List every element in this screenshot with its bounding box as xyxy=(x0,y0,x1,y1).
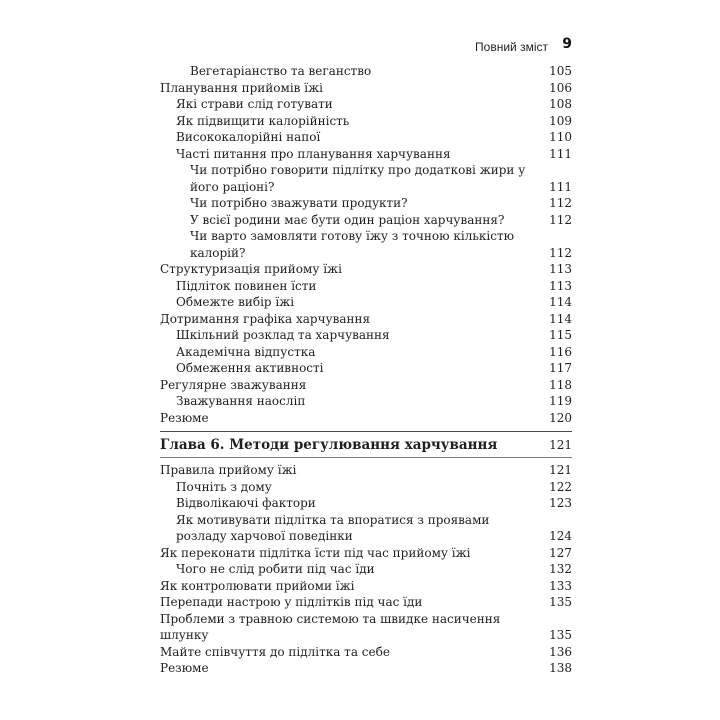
toc-entry[interactable] xyxy=(160,360,572,377)
toc-entry[interactable] xyxy=(160,410,572,427)
toc-entry-page: 136 xyxy=(549,644,572,659)
toc-entry-page: 114 xyxy=(549,295,572,309)
toc-entry-page: 121 xyxy=(549,463,572,477)
toc-entry-title: Структуризація прийому їжі xyxy=(160,262,342,276)
toc-entry-title: Як мотивувати підлітка та впоратися з проявами розладу харчової поведінки xyxy=(176,512,490,543)
toc-entry[interactable] xyxy=(160,195,572,212)
toc-entry-page: 115 xyxy=(549,328,572,342)
toc-entry[interactable] xyxy=(160,162,572,195)
toc-entry[interactable] xyxy=(160,578,572,595)
toc-entry-title: Проблеми з травною системою та швидке насичення шлунку xyxy=(160,611,501,642)
toc-entry-page: 135 xyxy=(549,595,572,609)
toc-entry-title: Чого не слід робити під час їди xyxy=(176,562,375,576)
toc-entry[interactable] xyxy=(160,311,572,328)
toc-entry-title: Академічна відпустка xyxy=(176,344,316,359)
toc-entry[interactable] xyxy=(160,479,572,496)
toc-entry-page: 106 xyxy=(549,80,572,95)
toc-entry[interactable] xyxy=(160,462,572,479)
toc-entry-title: Планування прийомів їжі xyxy=(160,80,323,95)
toc-entry-title: Чи потрібно говорити підлітку про додаткові жири у його раціоні? xyxy=(190,163,526,194)
toc-entry-page: 135 xyxy=(549,628,572,642)
toc-entry-title: Регулярне зважування xyxy=(160,377,307,392)
toc-entry[interactable] xyxy=(160,644,572,661)
toc-entry-page: 111 xyxy=(549,179,572,194)
toc-entry-page: 112 xyxy=(549,245,572,260)
toc-entry-title: Чи потрібно зважувати продукти? xyxy=(190,196,408,210)
toc-entry-title: Резюме xyxy=(160,410,209,425)
toc-entry[interactable] xyxy=(160,344,572,361)
toc-entry-page: 105 xyxy=(549,64,572,78)
toc-entry-page: 114 xyxy=(549,311,572,326)
toc-entry[interactable] xyxy=(160,512,572,545)
toc-entry-title: Обмежте вибір їжі xyxy=(176,295,295,309)
toc-entry-page: 112 xyxy=(549,212,572,227)
toc-entry[interactable] xyxy=(160,96,572,113)
toc-entry-page: 133 xyxy=(549,578,572,593)
toc-entry-page: 116 xyxy=(549,344,572,359)
toc-entry-title: Як підвищити калорійність xyxy=(176,113,350,128)
toc-entry-page: 112 xyxy=(549,196,572,210)
toc-entry[interactable] xyxy=(160,212,572,229)
toc-entry-page: 122 xyxy=(549,479,572,494)
toc-entry-page: 132 xyxy=(549,562,572,576)
toc-entry-page: 111 xyxy=(549,146,572,161)
toc-entry[interactable] xyxy=(160,495,572,512)
toc-entry-page: 124 xyxy=(549,529,572,543)
toc-entry[interactable] xyxy=(160,660,572,677)
toc-entry-page: 109 xyxy=(549,113,572,128)
chapter-page: 121 xyxy=(549,438,572,452)
toc-entry-title: Майте співчуття до підлітка та себе xyxy=(160,644,390,659)
toc-entry[interactable] xyxy=(160,63,572,80)
toc-entry-title: Почніть з дому xyxy=(176,479,272,494)
toc-entry[interactable] xyxy=(160,278,572,295)
toc-entry-title: Перепади настрою у підлітків під час їди xyxy=(160,595,423,609)
toc-entry[interactable] xyxy=(160,228,572,261)
toc-entry-page: 120 xyxy=(549,410,572,425)
table-of-contents xyxy=(160,63,572,677)
toc-entry-title: Обмеження активності xyxy=(176,361,324,375)
toc-entry-title: Як переконати підлітка їсти під час прийому їжі xyxy=(160,545,471,560)
toc-entry[interactable] xyxy=(160,294,572,311)
running-head xyxy=(160,36,572,56)
toc-entry-title: Підліток повинен їсти xyxy=(176,278,317,293)
toc-entry-page: 117 xyxy=(549,361,572,375)
toc-entry[interactable] xyxy=(160,561,572,578)
toc-entry-page: 113 xyxy=(549,278,572,293)
toc-entry-title: Як контролювати прийоми їжі xyxy=(160,578,355,593)
toc-entry-page: 113 xyxy=(549,262,572,276)
toc-entry-title: У всієї родини має бути один раціон харчування? xyxy=(190,212,505,227)
toc-entry-title: Вегетаріанство та веганство xyxy=(190,64,372,78)
toc-entry[interactable] xyxy=(160,261,572,278)
toc-entry[interactable] xyxy=(160,611,572,644)
chapter-title: Глава 6. Методи регулювання харчування xyxy=(160,437,498,453)
toc-entry[interactable] xyxy=(160,113,572,130)
toc-entry-title: Які страви слід готувати xyxy=(176,97,333,111)
toc-entry[interactable] xyxy=(160,80,572,97)
toc-entry[interactable] xyxy=(160,594,572,611)
toc-entry[interactable] xyxy=(160,327,572,344)
page-number: 9 xyxy=(562,36,572,52)
toc-entry-page: 119 xyxy=(549,394,572,408)
toc-entry-page: 123 xyxy=(549,496,572,510)
toc-entry-page: 110 xyxy=(549,130,572,144)
toc-entry-title: Резюме xyxy=(160,661,209,675)
toc-entry[interactable] xyxy=(160,545,572,562)
toc-entry-page: 108 xyxy=(549,97,572,111)
toc-entry[interactable] xyxy=(160,377,572,394)
divider xyxy=(160,457,572,458)
toc-entry-title: Шкільний розклад та харчування xyxy=(176,328,390,342)
toc-entry-title: Часті питання про планування харчування xyxy=(176,146,451,161)
toc-entry-title: Чи варто замовляти готову їжу з точною кількістю калорій? xyxy=(190,229,515,260)
toc-entry-page: 127 xyxy=(549,545,572,560)
toc-entry-title: Дотримання графіка харчування xyxy=(160,311,371,326)
toc-entry[interactable] xyxy=(160,146,572,163)
toc-entry[interactable] xyxy=(160,393,572,410)
toc-entry-title: Висококалорійні напої xyxy=(176,130,321,144)
toc-entry-title: Відволікаючі фактори xyxy=(176,496,316,510)
toc-entry-page: 138 xyxy=(549,661,572,675)
toc-entry-title: Правила прийому їжі xyxy=(160,463,297,477)
toc-entry[interactable] xyxy=(160,129,572,146)
divider xyxy=(160,431,572,432)
running-head-title: Повний зміст xyxy=(475,40,548,54)
toc-entry-page: 118 xyxy=(549,377,572,392)
toc-entry-title: Зважування наосліп xyxy=(176,394,306,408)
chapter-heading[interactable] xyxy=(160,436,572,454)
